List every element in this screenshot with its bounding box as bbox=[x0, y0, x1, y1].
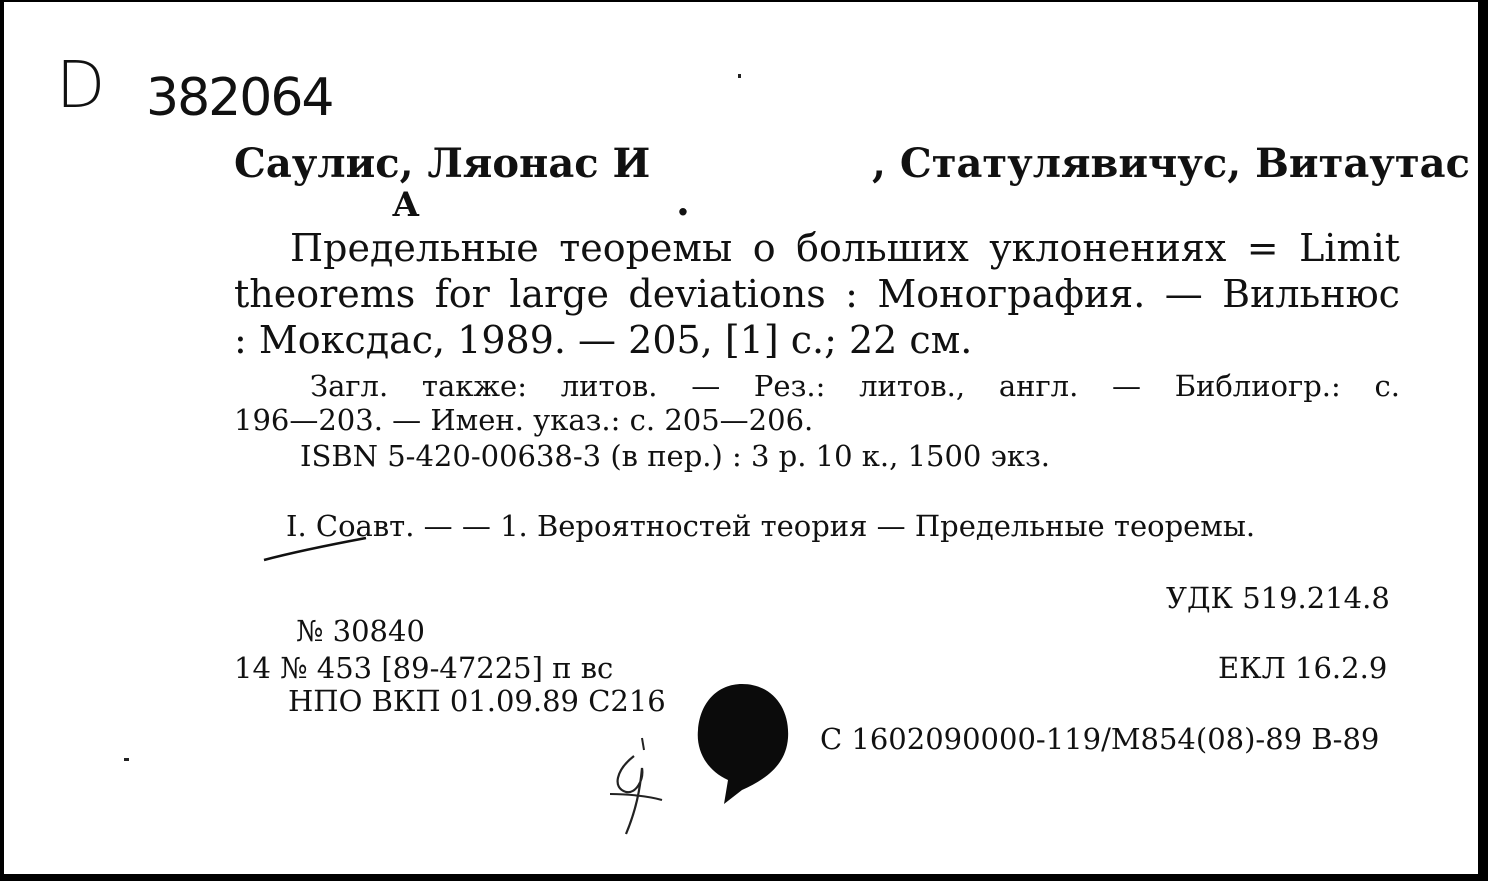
handwritten-mark-drawing bbox=[596, 730, 676, 842]
tracings: I. Соавт. — — 1. Вероятностей теория — Предельные теоремы. bbox=[286, 509, 1256, 543]
title-line-1: Предельные теоремы о больших уклонениях = Limit bbox=[290, 226, 1400, 270]
record-number: № 30840 bbox=[296, 614, 425, 648]
author-secondary: , Статулявичус, Витаутас bbox=[872, 140, 1470, 187]
title-line-3: : Моксдас, 1989. — 205, [1] с.; 22 см. bbox=[234, 318, 973, 362]
npo-code: НПО ВКП 01.09.89 С216 bbox=[288, 684, 666, 718]
author-primary-patronymic: А bbox=[392, 185, 420, 225]
handwritten-prefix: D bbox=[56, 49, 106, 123]
author-secondary-patronymic: . bbox=[676, 178, 690, 225]
ink-blot-mark bbox=[694, 680, 794, 810]
ekl-code: ЕКЛ 16.2.9 bbox=[1218, 651, 1388, 685]
udk-code: УДК 519.214.8 bbox=[1166, 581, 1390, 615]
catalog-card bbox=[4, 2, 1478, 874]
notes-line-1: Загл. также: литов. — Рез.: литов., англ. — Библиогр.: с. bbox=[310, 369, 1400, 403]
title-line-2: theorems for large deviations : Монография. — Вильнюс bbox=[234, 272, 1400, 316]
isbn-line: ISBN 5-420-00638-3 (в пер.) : 3 р. 10 к., 1500 экз. bbox=[300, 439, 1050, 473]
author-primary: Саулис, Ляонас И bbox=[234, 140, 651, 187]
order-number: 14 № 453 [89-47225] п вс bbox=[234, 651, 614, 685]
classification-code: С 1602090000-119/М854(08)-89 В-89 bbox=[820, 722, 1380, 756]
call-number: 382064 bbox=[146, 68, 333, 128]
speck-mark bbox=[738, 74, 741, 78]
pen-underline-stroke bbox=[254, 532, 374, 568]
notes-line-2: 196—203. — Имен. указ.: с. 205—206. bbox=[234, 403, 814, 437]
speck-mark bbox=[124, 758, 129, 761]
